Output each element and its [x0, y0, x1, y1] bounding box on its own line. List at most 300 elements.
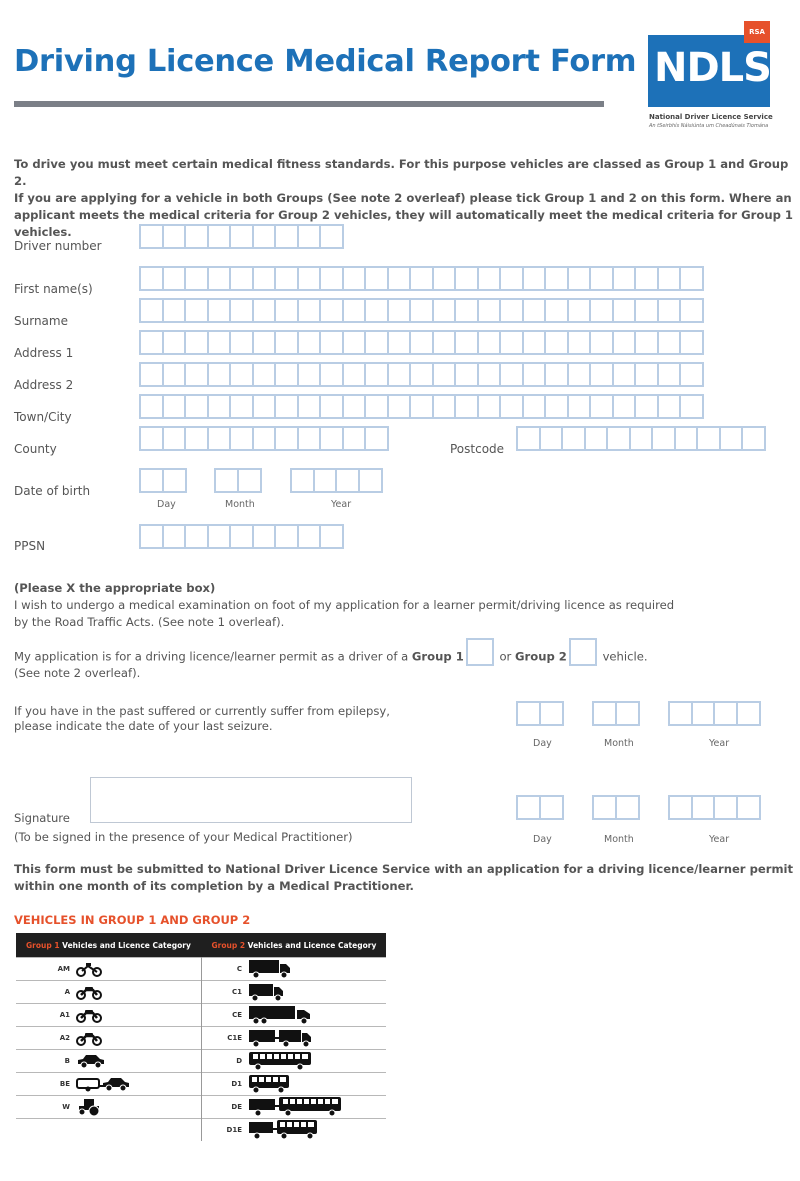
input-box[interactable]: [342, 330, 367, 355]
signature-year-boxes[interactable]: [668, 795, 758, 820]
dob-year-boxes[interactable]: [290, 468, 380, 493]
input-box[interactable]: [499, 330, 524, 355]
seizure-day-boxes[interactable]: [516, 701, 561, 726]
input-box[interactable]: [229, 330, 254, 355]
input-box[interactable]: [342, 266, 367, 291]
input-box[interactable]: [634, 362, 659, 387]
input-box[interactable]: [184, 298, 209, 323]
input-box[interactable]: [736, 701, 761, 726]
input-box[interactable]: [274, 330, 299, 355]
motorcycle-icon: [76, 988, 102, 996]
signature-note: (To be signed in the presence of your Medical Practitioner): [14, 830, 353, 844]
input-box[interactable]: [679, 394, 704, 419]
input-box[interactable]: [629, 426, 654, 451]
group2-cell: [202, 981, 387, 1004]
motorcycle-icon: [76, 1011, 102, 1019]
input-box[interactable]: [634, 298, 659, 323]
epilepsy-text-1: If you have in the past suffered or currently suffer from epilepsy,: [14, 704, 390, 718]
input-box[interactable]: [454, 394, 479, 419]
input-box[interactable]: [691, 701, 716, 726]
input-box[interactable]: [741, 426, 766, 451]
input-box[interactable]: [364, 362, 389, 387]
input-box[interactable]: [567, 362, 592, 387]
input-box[interactable]: [162, 362, 187, 387]
group1-label: Group 1: [411, 649, 464, 664]
county-boxes[interactable]: [139, 426, 387, 451]
input-box[interactable]: [207, 298, 232, 323]
input-box[interactable]: [207, 330, 232, 355]
input-box[interactable]: [342, 426, 367, 451]
input-box[interactable]: [691, 795, 716, 820]
group1-category: A2: [59, 1034, 70, 1042]
input-box[interactable]: [567, 298, 592, 323]
input-box[interactable]: [589, 298, 614, 323]
group2-category: CE: [232, 1011, 242, 1019]
group2-header-text: Vehicles and Licence Category: [247, 940, 377, 950]
signature-label: Signature: [14, 811, 70, 825]
input-box[interactable]: [319, 426, 344, 451]
input-box[interactable]: [544, 298, 569, 323]
input-box[interactable]: [297, 426, 322, 451]
input-box[interactable]: [184, 266, 209, 291]
group1-category: B: [64, 1057, 70, 1065]
input-box[interactable]: [342, 394, 367, 419]
input-box[interactable]: [252, 224, 277, 249]
input-box[interactable]: [589, 362, 614, 387]
address2-boxes[interactable]: [139, 362, 702, 387]
input-box[interactable]: [162, 224, 187, 249]
input-box[interactable]: [342, 362, 367, 387]
input-box[interactable]: [696, 426, 721, 451]
group2-header: [202, 933, 387, 958]
input-box[interactable]: [252, 394, 277, 419]
input-box[interactable]: [589, 266, 614, 291]
input-box[interactable]: [252, 330, 277, 355]
input-box[interactable]: [544, 362, 569, 387]
input-box[interactable]: [162, 426, 187, 451]
input-box[interactable]: [229, 224, 254, 249]
logo-text: NDLS: [654, 45, 771, 91]
signature-box[interactable]: [90, 777, 412, 823]
input-box[interactable]: [207, 362, 232, 387]
input-box[interactable]: [516, 795, 541, 820]
input-box[interactable]: [615, 795, 640, 820]
input-box[interactable]: [207, 266, 232, 291]
dob-month-boxes[interactable]: [214, 468, 259, 493]
group2-category: C: [236, 965, 242, 973]
input-box[interactable]: [319, 298, 344, 323]
vehicle-row: [16, 1096, 386, 1119]
input-box[interactable]: [184, 330, 209, 355]
input-box[interactable]: [297, 394, 322, 419]
input-box[interactable]: [139, 524, 164, 549]
epilepsy-text-2: please indicate the date of your last seizure.: [14, 719, 273, 733]
input-box[interactable]: [432, 362, 457, 387]
group1-category: AM: [57, 965, 70, 973]
input-box[interactable]: [634, 330, 659, 355]
input-box[interactable]: [387, 362, 412, 387]
title-underline: [14, 101, 604, 107]
input-box[interactable]: [335, 468, 360, 493]
group1-cell: [16, 1096, 202, 1119]
input-box[interactable]: [319, 394, 344, 419]
group2-cell: [202, 958, 387, 981]
moped-icon: [76, 965, 102, 973]
input-box[interactable]: [229, 362, 254, 387]
address1-boxes[interactable]: [139, 330, 702, 355]
group1-cell: [16, 1073, 202, 1096]
group2-cell: [202, 1096, 387, 1119]
seizure-month-boxes[interactable]: [592, 701, 637, 726]
input-box[interactable]: [567, 266, 592, 291]
input-box[interactable]: [454, 298, 479, 323]
input-box[interactable]: [499, 394, 524, 419]
input-box[interactable]: [184, 224, 209, 249]
driver-number-boxes[interactable]: [139, 224, 342, 249]
input-box[interactable]: [522, 362, 547, 387]
input-box[interactable]: [516, 426, 541, 451]
input-box[interactable]: [319, 524, 344, 549]
input-box[interactable]: [274, 266, 299, 291]
input-box[interactable]: [139, 394, 164, 419]
surname-boxes[interactable]: [139, 298, 702, 323]
group1-cell: [16, 1004, 202, 1027]
note2-text: (See note 2 overleaf).: [14, 666, 141, 680]
driver-number-label: Driver number: [14, 239, 102, 253]
input-box[interactable]: [657, 330, 682, 355]
input-box[interactable]: [668, 701, 693, 726]
vehicle-row: [16, 1050, 386, 1073]
input-box[interactable]: [162, 524, 187, 549]
input-box[interactable]: [184, 426, 209, 451]
group2-checkbox[interactable]: [569, 638, 597, 666]
group1-checkbox[interactable]: [466, 638, 494, 666]
input-box[interactable]: [162, 394, 187, 419]
declaration-heading: (Please X the appropriate box): [14, 581, 216, 595]
input-box[interactable]: [432, 330, 457, 355]
input-box[interactable]: [207, 224, 232, 249]
input-box[interactable]: [162, 468, 187, 493]
input-box[interactable]: [184, 524, 209, 549]
input-box[interactable]: [139, 298, 164, 323]
input-box[interactable]: [668, 795, 693, 820]
vehicle-row: [16, 1004, 386, 1027]
input-box[interactable]: [657, 362, 682, 387]
input-box[interactable]: [252, 524, 277, 549]
input-box[interactable]: [139, 224, 164, 249]
input-box[interactable]: [387, 266, 412, 291]
input-box[interactable]: [274, 224, 299, 249]
group2-cell: [202, 1004, 387, 1027]
input-box[interactable]: [606, 426, 631, 451]
input-box[interactable]: [612, 298, 637, 323]
page-title: Driving Licence Medical Report Form: [14, 44, 637, 79]
group1-category: A1: [59, 1011, 70, 1019]
input-box[interactable]: [651, 426, 676, 451]
input-box[interactable]: [313, 468, 338, 493]
tractor-icon: [76, 1103, 102, 1111]
input-box[interactable]: [237, 468, 262, 493]
input-box[interactable]: [162, 330, 187, 355]
input-box[interactable]: [387, 298, 412, 323]
postcode-boxes[interactable]: [516, 426, 764, 451]
input-box[interactable]: [229, 266, 254, 291]
input-box[interactable]: [454, 330, 479, 355]
input-box[interactable]: [522, 266, 547, 291]
input-box[interactable]: [358, 468, 383, 493]
signature-day-caption: Day: [533, 834, 552, 845]
input-box[interactable]: [364, 298, 389, 323]
town-label: Town/City: [14, 410, 72, 424]
input-box[interactable]: [612, 266, 637, 291]
input-box[interactable]: [409, 394, 434, 419]
signature-month-boxes[interactable]: [592, 795, 637, 820]
group2-category: C1E: [227, 1034, 242, 1042]
group1-header: [16, 933, 202, 958]
dob-month-caption: Month: [225, 499, 255, 510]
input-box[interactable]: [679, 266, 704, 291]
truck-icon: [248, 965, 292, 973]
ndls-logo: [648, 28, 771, 107]
input-box[interactable]: [297, 224, 322, 249]
input-box[interactable]: [477, 362, 502, 387]
input-box[interactable]: [274, 426, 299, 451]
group2-category: D1E: [226, 1126, 242, 1134]
input-box[interactable]: [432, 266, 457, 291]
group-selection-line: [14, 648, 648, 666]
minibus-icon: [248, 1080, 292, 1088]
input-box[interactable]: [544, 266, 569, 291]
input-box[interactable]: [387, 394, 412, 419]
input-box[interactable]: [674, 426, 699, 451]
input-box[interactable]: [544, 330, 569, 355]
input-box[interactable]: [592, 701, 617, 726]
input-box[interactable]: [477, 330, 502, 355]
group2-cell: [202, 1027, 387, 1050]
input-box[interactable]: [162, 266, 187, 291]
vehicle-row: [16, 1119, 386, 1142]
input-box[interactable]: [214, 468, 239, 493]
intro-line-1: To drive you must meet certain medical fitness standards. For this purpose vehicles are classed as Group 1 and Group 2.: [14, 157, 789, 188]
input-box[interactable]: [432, 298, 457, 323]
input-box[interactable]: [592, 795, 617, 820]
input-box[interactable]: [364, 266, 389, 291]
input-box[interactable]: [589, 394, 614, 419]
group2-header-highlight: Group 2: [211, 940, 246, 950]
input-box[interactable]: [657, 394, 682, 419]
submit-text-1: This form must be submitted to National Driver Licence Service with an application for a driving licence/learner permit: [14, 862, 794, 876]
input-box[interactable]: [252, 362, 277, 387]
input-box[interactable]: [584, 426, 609, 451]
vehicle-row: [16, 958, 386, 981]
group2-cell: [202, 1050, 387, 1073]
input-box[interactable]: [454, 266, 479, 291]
input-box[interactable]: [297, 524, 322, 549]
input-box[interactable]: [207, 524, 232, 549]
intro-text: [14, 156, 794, 241]
input-box[interactable]: [229, 524, 254, 549]
input-box[interactable]: [409, 362, 434, 387]
surname-label: Surname: [14, 314, 68, 328]
intro-line-2: If you are applying for a vehicle in both Groups (See note 2 overleaf) please tick Group 1 and 2 on this form. Where an applicant meets the medical criteria for Group 2 vehicles, they will automatically meet the medical criteria for Group 1 vehicles.: [14, 191, 793, 239]
input-box[interactable]: [567, 330, 592, 355]
dob-day-boxes[interactable]: [139, 468, 184, 493]
input-box[interactable]: [319, 266, 344, 291]
input-box[interactable]: [612, 330, 637, 355]
or-label: or: [499, 649, 512, 664]
group2-cell: [202, 1073, 387, 1096]
group2-cell: [202, 1119, 387, 1142]
logo-subtitle-irish: An tSeirbhís Náisiúnta um Cheadúnais Tiomána: [649, 123, 769, 129]
address1-label: Address 1: [14, 346, 74, 360]
seizure-year-boxes[interactable]: [668, 701, 758, 726]
input-box[interactable]: [522, 330, 547, 355]
input-box[interactable]: [207, 426, 232, 451]
input-box[interactable]: [319, 330, 344, 355]
vehicle-row: [16, 1073, 386, 1096]
input-box[interactable]: [139, 330, 164, 355]
input-box[interactable]: [719, 426, 744, 451]
seizure-day-caption: Day: [533, 738, 552, 749]
group1-header-text: Vehicles and Licence Category: [62, 940, 191, 950]
input-box[interactable]: [499, 298, 524, 323]
input-box[interactable]: [544, 394, 569, 419]
input-box[interactable]: [364, 330, 389, 355]
input-box[interactable]: [713, 795, 738, 820]
input-box[interactable]: [184, 362, 209, 387]
input-box[interactable]: [297, 298, 322, 323]
group2-label: Group 2: [515, 649, 567, 664]
input-box[interactable]: [589, 330, 614, 355]
vehicles-heading: VEHICLES IN GROUP 1 AND GROUP 2: [14, 913, 251, 927]
first-name-boxes[interactable]: [139, 266, 702, 291]
input-box[interactable]: [657, 298, 682, 323]
input-box[interactable]: [409, 298, 434, 323]
input-box[interactable]: [297, 330, 322, 355]
input-box[interactable]: [615, 701, 640, 726]
input-box[interactable]: [432, 394, 457, 419]
input-box[interactable]: [612, 394, 637, 419]
input-box[interactable]: [139, 468, 164, 493]
car-icon: [76, 1057, 106, 1065]
input-box[interactable]: [539, 795, 564, 820]
vehicle-row: [16, 1027, 386, 1050]
input-box[interactable]: [477, 266, 502, 291]
input-box[interactable]: [139, 266, 164, 291]
declaration-text-1: I wish to undergo a medical examination on foot of my application for a learner permit/driving licence as required: [14, 598, 675, 612]
input-box[interactable]: [499, 362, 524, 387]
motorcycle-icon: [76, 1034, 102, 1042]
seizure-month-caption: Month: [604, 738, 634, 749]
input-box[interactable]: [274, 524, 299, 549]
input-box[interactable]: [567, 394, 592, 419]
input-box[interactable]: [207, 394, 232, 419]
input-box[interactable]: [319, 224, 344, 249]
input-box[interactable]: [516, 701, 541, 726]
address2-label: Address 2: [14, 378, 74, 392]
input-box[interactable]: [634, 266, 659, 291]
input-box[interactable]: [409, 330, 434, 355]
input-box[interactable]: [297, 266, 322, 291]
rsa-badge: RSA: [744, 21, 770, 43]
input-box[interactable]: [561, 426, 586, 451]
car-trailer-icon: [76, 1080, 130, 1088]
ppsn-boxes[interactable]: [139, 524, 342, 549]
input-box[interactable]: [409, 266, 434, 291]
postcode-label: Postcode: [450, 442, 505, 456]
logo-subtitle: National Driver Licence Service: [649, 113, 773, 121]
input-box[interactable]: [477, 394, 502, 419]
input-box[interactable]: [139, 426, 164, 451]
input-box[interactable]: [713, 701, 738, 726]
signature-month-caption: Month: [604, 834, 634, 845]
input-box[interactable]: [364, 394, 389, 419]
vehicle-category-table: [16, 933, 386, 1141]
group2-category: D: [236, 1057, 242, 1065]
input-box[interactable]: [274, 298, 299, 323]
input-box[interactable]: [539, 701, 564, 726]
signature-day-boxes[interactable]: [516, 795, 561, 820]
input-box[interactable]: [252, 298, 277, 323]
input-box[interactable]: [290, 468, 315, 493]
input-box[interactable]: [297, 362, 322, 387]
input-box[interactable]: [679, 362, 704, 387]
input-box[interactable]: [539, 426, 564, 451]
input-box[interactable]: [612, 362, 637, 387]
input-box[interactable]: [387, 330, 412, 355]
input-box[interactable]: [229, 298, 254, 323]
input-box[interactable]: [522, 394, 547, 419]
input-box[interactable]: [252, 266, 277, 291]
input-box[interactable]: [634, 394, 659, 419]
ppsn-label: PPSN: [14, 539, 46, 553]
input-box[interactable]: [454, 362, 479, 387]
bus-icon: [248, 1057, 314, 1065]
input-box[interactable]: [252, 426, 277, 451]
group1-category: A: [64, 988, 70, 996]
minibus-trailer-icon: [248, 1126, 320, 1134]
signature-year-caption: Year: [709, 834, 730, 845]
input-box[interactable]: [184, 394, 209, 419]
input-box[interactable]: [657, 266, 682, 291]
input-box[interactable]: [522, 298, 547, 323]
group-prefix: My application is for a driving licence/learner permit as a driver of a: [14, 649, 409, 664]
group2-category: DE: [231, 1103, 242, 1111]
vehicle-row: [16, 981, 386, 1004]
town-boxes[interactable]: [139, 394, 702, 419]
group1-cell: [16, 1050, 202, 1073]
input-box[interactable]: [499, 266, 524, 291]
group1-category: BE: [59, 1080, 70, 1088]
group1-cell: [16, 1027, 202, 1050]
input-box[interactable]: [229, 426, 254, 451]
input-box[interactable]: [274, 362, 299, 387]
group1-cell: [16, 981, 202, 1004]
input-box[interactable]: [162, 298, 187, 323]
input-box[interactable]: [364, 426, 389, 451]
input-box[interactable]: [679, 330, 704, 355]
input-box[interactable]: [736, 795, 761, 820]
dob-label: Date of birth: [14, 484, 91, 498]
input-box[interactable]: [342, 298, 367, 323]
input-box[interactable]: [679, 298, 704, 323]
input-box[interactable]: [139, 362, 164, 387]
input-box[interactable]: [477, 298, 502, 323]
first-name-label: First name(s): [14, 282, 93, 296]
input-box[interactable]: [274, 394, 299, 419]
input-box[interactable]: [319, 362, 344, 387]
input-box[interactable]: [229, 394, 254, 419]
